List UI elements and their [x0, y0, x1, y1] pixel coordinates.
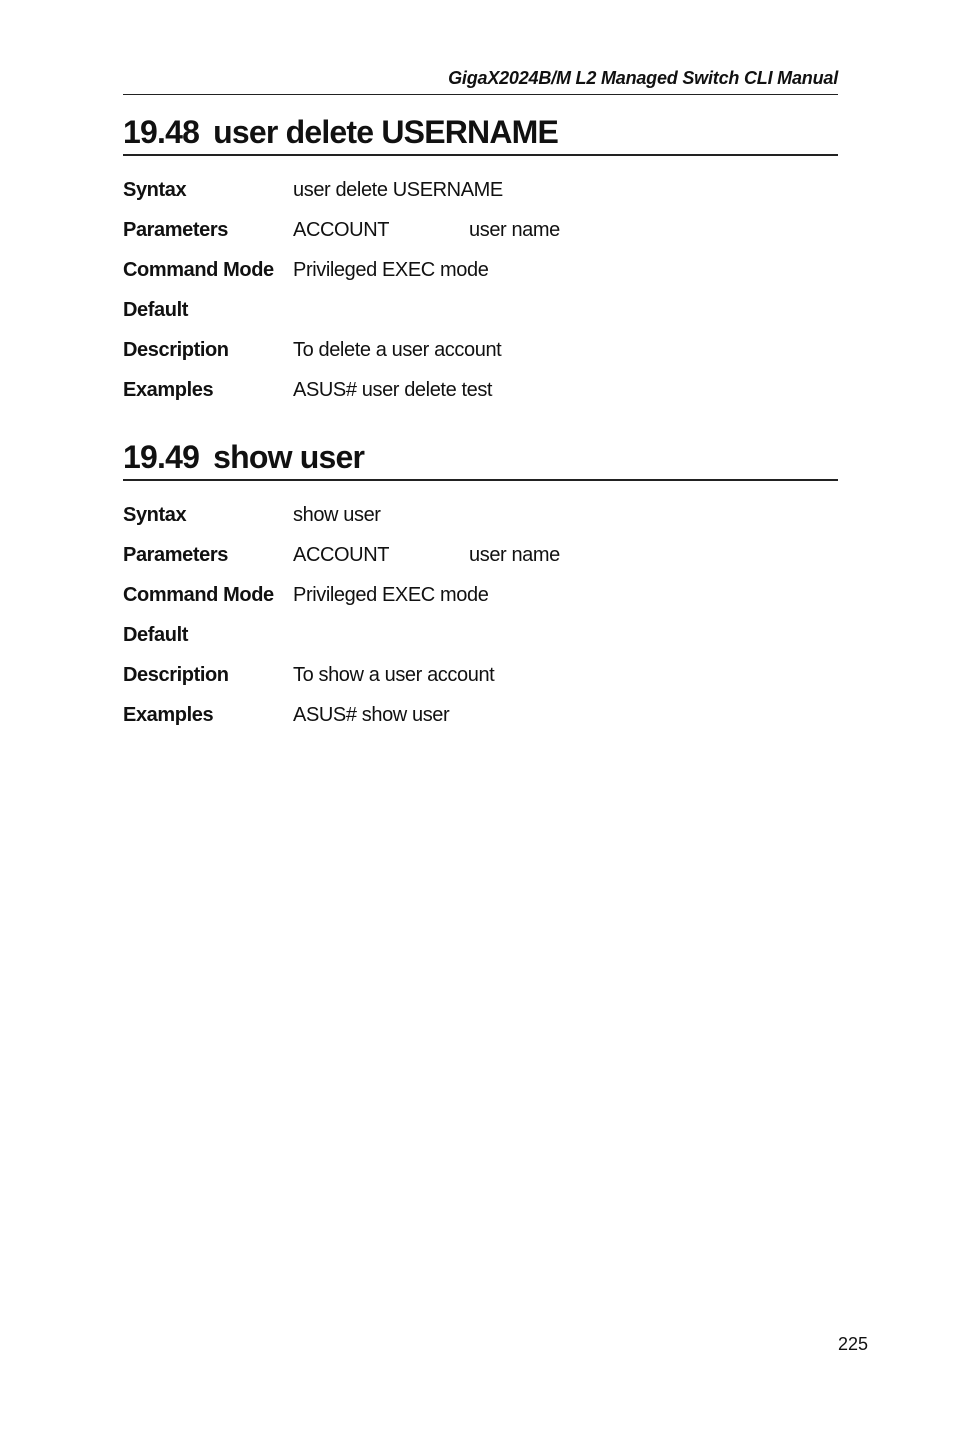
- row-label: Examples: [123, 704, 214, 726]
- row-parameters: [123, 535, 838, 575]
- section-title: [123, 112, 838, 152]
- row-detail: user name: [469, 219, 560, 241]
- row-label: Default: [123, 299, 188, 321]
- row-label: Command Mode: [123, 584, 274, 606]
- row-value: To show a user account: [293, 664, 495, 686]
- section-show-user: [123, 437, 838, 735]
- page-number: 225: [837, 1334, 868, 1354]
- row-label: Parameters: [123, 219, 228, 241]
- row-value: user delete USERNAME: [293, 179, 503, 201]
- row-label: Command Mode: [123, 259, 274, 281]
- section-title-text: show user: [213, 439, 365, 475]
- row-examples: [123, 370, 838, 410]
- running-header: GigaX2024B/M L2 Managed Switch CLI Manual: [448, 68, 838, 88]
- row-examples: [123, 695, 838, 735]
- row-description: [123, 330, 838, 370]
- row-label: Syntax: [123, 504, 187, 526]
- command-rows: [123, 495, 838, 735]
- row-value: To delete a user account: [293, 339, 502, 361]
- row-value: ACCOUNT: [293, 544, 390, 566]
- row-label: Parameters: [123, 544, 228, 566]
- command-rows: [123, 170, 838, 410]
- section-title: [123, 437, 838, 477]
- row-syntax: [123, 170, 838, 210]
- row-label: Syntax: [123, 179, 187, 201]
- row-value: show user: [293, 504, 381, 526]
- title-rule: [123, 479, 838, 481]
- row-label: Description: [123, 339, 229, 361]
- row-default: [123, 615, 838, 655]
- row-label: Default: [123, 624, 188, 646]
- row-value: ASUS# show user: [293, 704, 450, 726]
- row-value: ASUS# user delete test: [293, 379, 493, 401]
- row-description: [123, 655, 838, 695]
- row-command-mode: [123, 250, 838, 290]
- title-rule: [123, 154, 838, 156]
- row-detail: user name: [469, 544, 560, 566]
- section-number: 19.49: [123, 439, 200, 475]
- row-label: Description: [123, 664, 229, 686]
- row-syntax: [123, 495, 838, 535]
- section-number: 19.48: [123, 114, 200, 150]
- row-label: Examples: [123, 379, 214, 401]
- row-parameters: [123, 210, 838, 250]
- section-user-delete: [123, 112, 838, 410]
- header-rule: [123, 94, 838, 95]
- row-value: Privileged EXEC mode: [293, 259, 489, 281]
- row-value: Privileged EXEC mode: [293, 584, 489, 606]
- section-title-text: user delete USERNAME: [213, 114, 559, 150]
- row-default: [123, 290, 838, 330]
- row-value: ACCOUNT: [293, 219, 390, 241]
- row-command-mode: [123, 575, 838, 615]
